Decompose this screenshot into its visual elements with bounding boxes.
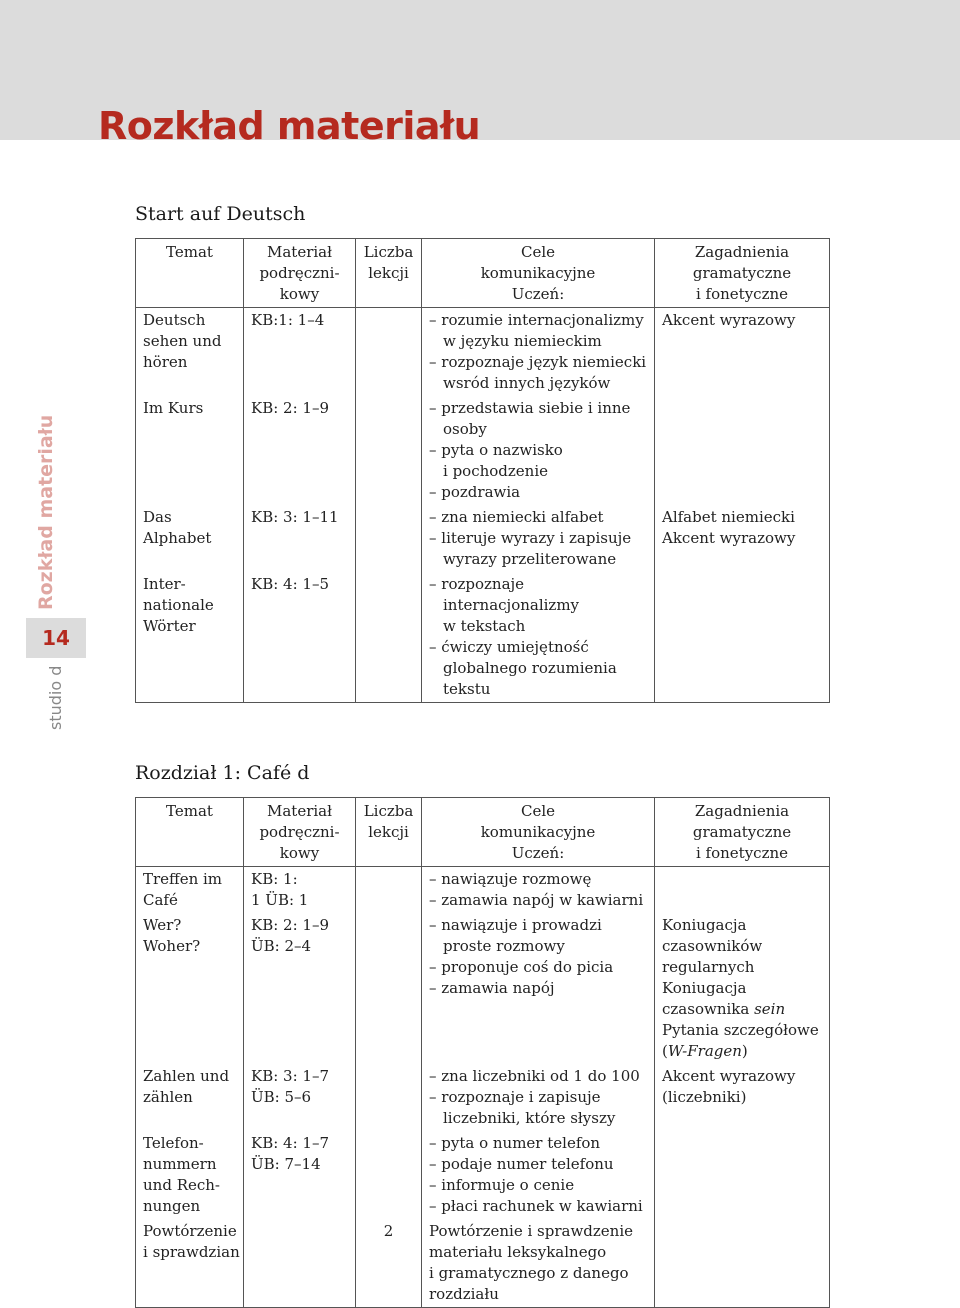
cell-lessons [356, 308, 422, 397]
cell-line: Pytania szczegółowe [662, 1021, 819, 1039]
cell-goals [422, 396, 655, 505]
cell-line: und Rech- [143, 1176, 220, 1194]
goal-item: – proponuje coś do picia [429, 958, 614, 976]
cell-grammar [655, 1131, 830, 1219]
cell-line: Cele [520, 802, 556, 820]
cell-line: KB: 2: 1–9 [251, 916, 330, 934]
cell-line: KB:1: 1–4 [251, 311, 325, 329]
cell-material [244, 308, 356, 397]
cell-line: nungen [143, 1197, 201, 1215]
cell-lessons: 2 [356, 1219, 422, 1308]
cell-grammar [655, 505, 830, 572]
goal-item: – zamawia napój [429, 979, 555, 997]
table-header-row [136, 798, 830, 867]
cell-line: Liczba [363, 243, 414, 261]
cell-material [244, 1131, 356, 1219]
goal-item: – nawiązuje rozmowę [429, 870, 592, 888]
cell-line: sehen und [143, 332, 222, 350]
goal-item: – płaci rachunek w kawiarni [429, 1197, 643, 1215]
goal-item: – podaje numer telefonu [429, 1155, 614, 1173]
cell-grammar [655, 913, 830, 1064]
cell-line: Alphabet [143, 529, 212, 547]
cell-line: Akcent wyrazowy [662, 1067, 796, 1085]
cell-line: regularnych [662, 958, 755, 976]
header-grammar [655, 239, 830, 308]
table-start-auf-deutsch [135, 238, 830, 703]
cell-line: Alfabet niemiecki [662, 508, 795, 526]
cell-grammar [655, 1219, 830, 1308]
cell-line: Wörter [143, 617, 196, 635]
cell-line: kowy [279, 844, 320, 862]
table-rozdzial-1-cafe-d [135, 797, 830, 1308]
cell-line: Uczeń: [511, 844, 565, 862]
cell-material [244, 1219, 356, 1308]
goal-item: – literuje wyrazy i zapisuje wyrazy przeliterowane [429, 529, 632, 568]
section-title-start: Start auf Deutsch [135, 203, 306, 225]
cell-line: KB: 3: 1–11 [251, 508, 339, 526]
goal-item: – nawiązuje i prowadzi proste rozmowy [429, 916, 602, 955]
cell-topic [136, 572, 244, 703]
header-lessons [356, 798, 422, 867]
goal-item: – rozpoznaje język niemiecki wsród innych języków [429, 353, 647, 392]
goal-item: – ćwiczy umiejętność globalnego rozumienia tekstu [429, 638, 617, 698]
cell-topic [136, 1131, 244, 1219]
cell-line: komunikacyjne [480, 264, 596, 282]
cell-line: podręczni- [259, 264, 340, 282]
cell-topic [136, 867, 244, 914]
goal-item: – zna liczebniki od 1 do 100 [429, 1067, 640, 1085]
cell-line: Zagadnienia [694, 243, 790, 261]
cell-topic [136, 913, 244, 1064]
cell-line: lekcji [368, 823, 409, 841]
cell-line: Inter- [143, 575, 186, 593]
page-title: Rozkład materiału [98, 104, 481, 148]
cell-line: KB: 4: 1–5 [251, 575, 330, 593]
table-row [136, 505, 830, 572]
cell-goals [422, 1131, 655, 1219]
header-goals [422, 239, 655, 308]
cell-grammar [655, 572, 830, 703]
cell-line: Zagadnienia [694, 802, 790, 820]
cell-goals [422, 1064, 655, 1131]
cell-line: Akcent wyrazowy [662, 529, 796, 547]
cell-line: ÜB: 2–4 [251, 937, 312, 955]
cell-line: Materiał [267, 802, 332, 820]
goal-item: – informuje o cenie [429, 1176, 575, 1194]
cell-topic [136, 505, 244, 572]
cell-material [244, 1064, 356, 1131]
cell-grammar [655, 867, 830, 914]
page-number: 14 [42, 626, 70, 650]
cell-lessons [356, 396, 422, 505]
header-grammar [655, 798, 830, 867]
cell-lessons [356, 913, 422, 1064]
cell-line: Wer? [143, 916, 182, 934]
cell-line: i fonetyczne [695, 844, 789, 862]
cell-line: Treffen im [143, 870, 223, 888]
cell-grammar [655, 1064, 830, 1131]
cell-line: Uczeń: [511, 285, 565, 303]
cell-line: Telefon- [143, 1134, 204, 1152]
cell-line: podręczni- [259, 823, 340, 841]
cell-lessons [356, 572, 422, 703]
cell-line: i fonetyczne [695, 285, 789, 303]
cell-line: (liczebniki) [662, 1088, 747, 1106]
section-title-cafe: Rozdział 1: Café d [135, 762, 310, 784]
cell-line: kowy [279, 285, 320, 303]
table-row [136, 396, 830, 505]
cell-line: 1 ÜB: 1 [251, 891, 309, 909]
cell-goals [422, 505, 655, 572]
goal-item: – pyta o numer telefon [429, 1134, 601, 1152]
cell-topic [136, 396, 244, 505]
cell-line: Temat [166, 243, 213, 261]
page-number-box [26, 618, 86, 658]
cell-goals [422, 913, 655, 1064]
cell-line: KB: 2: 1–9 [251, 399, 330, 417]
cell-goals [422, 867, 655, 914]
goal-item: – zna niemiecki alfabet [429, 508, 604, 526]
cell-line: Materiał [267, 243, 332, 261]
goal-item: – przedstawia siebie i inne osoby [429, 399, 631, 438]
table-row [136, 1131, 830, 1219]
cell-line: Deutsch [143, 311, 206, 329]
cell-line: czasowników [662, 937, 763, 955]
cell-material [244, 867, 356, 914]
goal-item: – pyta o nazwisko i pochodzenie [429, 441, 563, 480]
cell-goals [422, 572, 655, 703]
cell-topic [136, 1064, 244, 1131]
cell-line: nationale [143, 596, 214, 614]
cell-lessons [356, 1131, 422, 1219]
cell-topic [136, 1219, 244, 1308]
cell-line: hören [143, 353, 188, 371]
cell-line: czasownika sein [662, 1000, 786, 1018]
cell-lessons [356, 867, 422, 914]
cell-line: gramatyczne [692, 823, 792, 841]
cell-line: Powtórzenie i sprawdzenie materiału leksykalnego i gramatycznego z danego rozdziału [429, 1222, 634, 1303]
table-row [136, 913, 830, 1064]
table-row [136, 572, 830, 703]
cell-material [244, 396, 356, 505]
cell-line: Zahlen und [143, 1067, 230, 1085]
cell-line: KB: 1: [251, 870, 298, 888]
header-material [244, 798, 356, 867]
cell-line: lekcji [368, 264, 409, 282]
cell-line: Cele [520, 243, 556, 261]
header-goals [422, 798, 655, 867]
cell-line: Woher? [143, 937, 201, 955]
cell-line: Koniugacja [662, 979, 747, 997]
cell-material [244, 913, 356, 1064]
cell-line: KB: 3: 1–7 [251, 1067, 330, 1085]
table-header-row [136, 239, 830, 308]
cell-line: Im Kurs [143, 399, 204, 417]
cell-lessons [356, 1064, 422, 1131]
cell-line: zählen [143, 1088, 193, 1106]
side-section-label: Rozkład materiału [35, 414, 57, 610]
cell-line: Temat [166, 802, 213, 820]
goal-item: – rozumie internacjonalizmy w języku niemieckim [429, 311, 644, 350]
cell-line: komunikacyjne [480, 823, 596, 841]
cell-grammar [655, 308, 830, 397]
cell-topic [136, 308, 244, 397]
header-material [244, 239, 356, 308]
cell-goals [422, 1219, 655, 1308]
cell-line: ÜB: 7–14 [251, 1155, 321, 1173]
cell-line: nummern [143, 1155, 217, 1173]
header-lessons [356, 239, 422, 308]
cell-line: (W-Fragen) [662, 1042, 748, 1060]
table-row [136, 1219, 830, 1308]
cell-goals [422, 308, 655, 397]
cell-material [244, 505, 356, 572]
cell-material [244, 572, 356, 703]
cell-line: Liczba [363, 802, 414, 820]
cell-line: i sprawdzian [143, 1243, 240, 1261]
table-row [136, 867, 830, 914]
header-topic [136, 798, 244, 867]
cell-line: Café [143, 891, 178, 909]
cell-line: Das [143, 508, 172, 526]
cell-line: Akcent wyrazowy [662, 311, 796, 329]
goal-item: – zamawia napój w kawiarni [429, 891, 644, 909]
cell-line: gramatyczne [692, 264, 792, 282]
table-row [136, 1064, 830, 1131]
goal-item: – pozdrawia [429, 483, 521, 501]
goal-item: – rozpoznaje internacjonalizmy w tekstach [429, 575, 580, 635]
cell-lessons [356, 505, 422, 572]
cell-line: Koniugacja [662, 916, 747, 934]
header-topic [136, 239, 244, 308]
cell-line: Powtórzenie [143, 1222, 237, 1240]
cell-grammar [655, 396, 830, 505]
brand-label: studio d [46, 665, 65, 730]
goal-item: – rozpoznaje i zapisuje liczebniki, które słyszy [429, 1088, 616, 1127]
cell-line: KB: 4: 1–7 [251, 1134, 330, 1152]
table-row [136, 308, 830, 397]
cell-line: ÜB: 5–6 [251, 1088, 312, 1106]
